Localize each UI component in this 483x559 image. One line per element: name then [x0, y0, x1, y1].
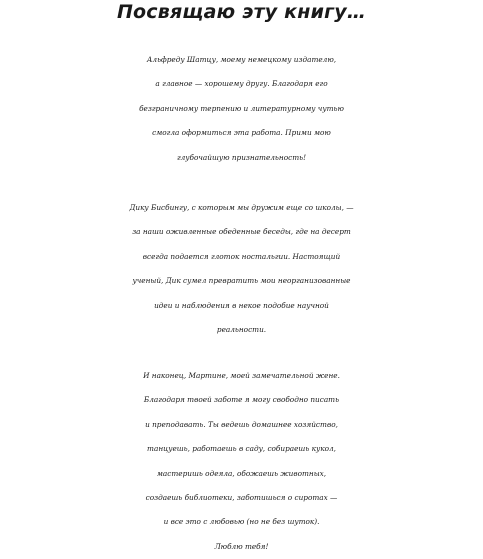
text-line: и преподавать. Ты ведешь домашнее хозяйство, [145, 419, 338, 429]
text-line: и все это с любовью (но не без шуток). [163, 517, 320, 527]
text-line: Благодаря твоей заботе я могу свободно писать [143, 395, 340, 405]
dedication-paragraph-wife [0, 364, 483, 559]
text-line: танцуешь, работаешь в саду, собираешь кукол, [147, 444, 336, 454]
text-line: мастеришь одеяла, обожаешь животных, [156, 468, 327, 478]
text-line: смогла оформиться эта работа. Прими мою [152, 128, 331, 138]
text-line: за наши оживленные обеденные беседы, где на десерт [132, 227, 351, 237]
text-line: ученый, Дик сумел превратить мои неорганизованные [132, 276, 351, 286]
text-line: всегда подается глоток ностальгии. Настоящий [142, 251, 341, 261]
text-line: безграничному терпению и литературному чутью [139, 103, 344, 113]
text-line: создаешь библиотеки, заботишься о сиротах — [145, 493, 338, 503]
dedication-paragraph-friend [0, 196, 483, 342]
text-line: а главное — хорошему другу. Благодаря его [155, 79, 328, 89]
text-line: Альфреду Шатцу, моему немецкому издателю, [146, 55, 337, 64]
text-line: идеи и наблюдения в некое подобие научной [154, 300, 329, 310]
page-title: Посвящаю эту книгу… [116, 1, 367, 23]
dedication-paragraph-publisher [0, 48, 483, 170]
text-line: Дику Бисбингу, с которым мы дружим еще со школы, — [129, 203, 354, 212]
text-line: глубочайшую признательность! [176, 152, 307, 162]
text-line: И наконец, Мартине, моей замечательной жене. [143, 371, 340, 380]
text-line: Люблю тебя! [214, 541, 269, 551]
text-line: реальности. [216, 325, 267, 335]
